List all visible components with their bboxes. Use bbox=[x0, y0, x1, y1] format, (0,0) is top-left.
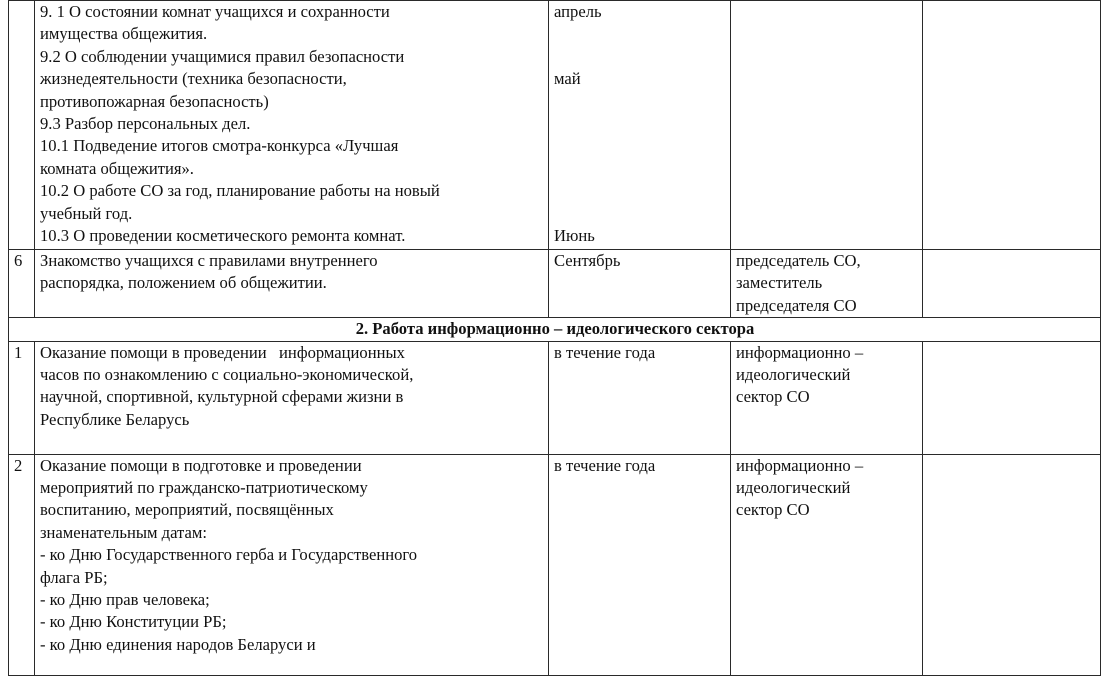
section-title: 2. Работа информационно – идеологического сектора bbox=[9, 318, 1101, 341]
responsible-line: председателя СО bbox=[736, 295, 857, 315]
responsible-line: идеологический bbox=[736, 478, 851, 498]
table-row-6 bbox=[9, 250, 1101, 318]
activity-line: Оказание помощи в проведении информационных bbox=[40, 342, 405, 362]
activity-line: Оказание помощи в подготовке и проведении bbox=[40, 455, 362, 475]
activity-line: жизнедеятельности (техника безопасности, bbox=[40, 69, 347, 89]
term-june: Июнь bbox=[554, 226, 595, 245]
responsible-cell bbox=[731, 250, 923, 318]
term-cell: в течение года bbox=[549, 341, 731, 454]
activity-line: Республике Беларусь bbox=[40, 409, 190, 429]
activity-line: 9.3 Разбор персональных дел. bbox=[40, 114, 251, 134]
plan-table bbox=[8, 0, 1101, 676]
row-number-cell bbox=[9, 1, 35, 250]
activity-line: мероприятий по гражданско-патриотическому bbox=[40, 478, 368, 498]
activity-line: Знакомство учащихся с правилами внутреннего bbox=[40, 251, 378, 270]
responsible-cell bbox=[731, 454, 923, 675]
activity-line: - ко Дню Государственного герба и Государственного bbox=[40, 545, 418, 565]
note-cell bbox=[923, 341, 1101, 454]
responsible-line: сектор СО bbox=[736, 387, 810, 407]
activity-line: знаменательным датам: bbox=[40, 522, 207, 542]
row-number-cell: 6 bbox=[9, 250, 35, 318]
activity-line: 10.1 Подведение итогов смотра-конкурса «Лучшая bbox=[40, 136, 399, 156]
row-number-cell: 1 bbox=[9, 341, 35, 454]
activity-line: - ко Дню единения народов Беларуси и bbox=[40, 634, 316, 654]
responsible-line: сектор СО bbox=[736, 500, 810, 520]
responsible-cell bbox=[731, 341, 923, 454]
activity-line: 9.2 О соблюдении учащимися правил безопасности bbox=[40, 46, 405, 66]
activity-line: - ко Дню прав человека; bbox=[40, 590, 210, 610]
term-may: май bbox=[554, 69, 581, 89]
activity-line: имущества общежития. bbox=[40, 24, 208, 44]
spacer bbox=[554, 91, 726, 225]
activity-line: научной, спортивной, культурной сферами жизни в bbox=[40, 387, 404, 407]
responsible-line: информационно – bbox=[736, 455, 864, 475]
responsible-line: идеологический bbox=[736, 365, 851, 385]
activity-line: комната общежития». bbox=[40, 158, 194, 178]
activity-cell bbox=[35, 250, 549, 318]
activity-line: часов по ознакомлению с социально-экономической, bbox=[40, 365, 414, 385]
activity-line: - ко Дню Конституции РБ; bbox=[40, 612, 227, 632]
table-row-1 bbox=[9, 341, 1101, 454]
activity-line: противопожарная безопасность) bbox=[40, 91, 269, 111]
activity-line: 9. 1 О состоянии комнат учащихся и сохранности bbox=[40, 2, 390, 21]
table-row-block9 bbox=[9, 1, 1101, 250]
activity-cell bbox=[35, 1, 549, 250]
activity-line: 10.2 О работе СО за год, планирование работы на новый bbox=[40, 181, 440, 201]
term-cell: в течение года bbox=[549, 454, 731, 675]
term-april: апрель bbox=[554, 2, 602, 21]
activity-line: воспитанию, мероприятий, посвящённых bbox=[40, 500, 334, 520]
note-cell bbox=[923, 454, 1101, 675]
activity-line: 10.3 О проведении косметического ремонта комнат. bbox=[40, 226, 406, 246]
term-cell bbox=[549, 1, 731, 250]
responsible-line: информационно – bbox=[736, 342, 864, 362]
activity-line: распорядка, положением об общежитии. bbox=[40, 273, 327, 293]
section-header-row bbox=[9, 318, 1101, 341]
note-cell bbox=[923, 1, 1101, 250]
note-cell bbox=[923, 250, 1101, 318]
activity-line: учебный год. bbox=[40, 203, 133, 223]
responsible-line: заместитель bbox=[736, 273, 823, 293]
activity-cell bbox=[35, 341, 549, 454]
row-number-cell: 2 bbox=[9, 454, 35, 675]
spacer bbox=[554, 23, 726, 68]
responsible-cell bbox=[731, 1, 923, 250]
activity-cell bbox=[35, 454, 549, 675]
activity-line: флага РБ; bbox=[40, 567, 108, 587]
term-cell: Сентябрь bbox=[549, 250, 731, 318]
table-row-2 bbox=[9, 454, 1101, 675]
document-page bbox=[8, 0, 1100, 660]
responsible-line: председатель СО, bbox=[736, 251, 861, 270]
